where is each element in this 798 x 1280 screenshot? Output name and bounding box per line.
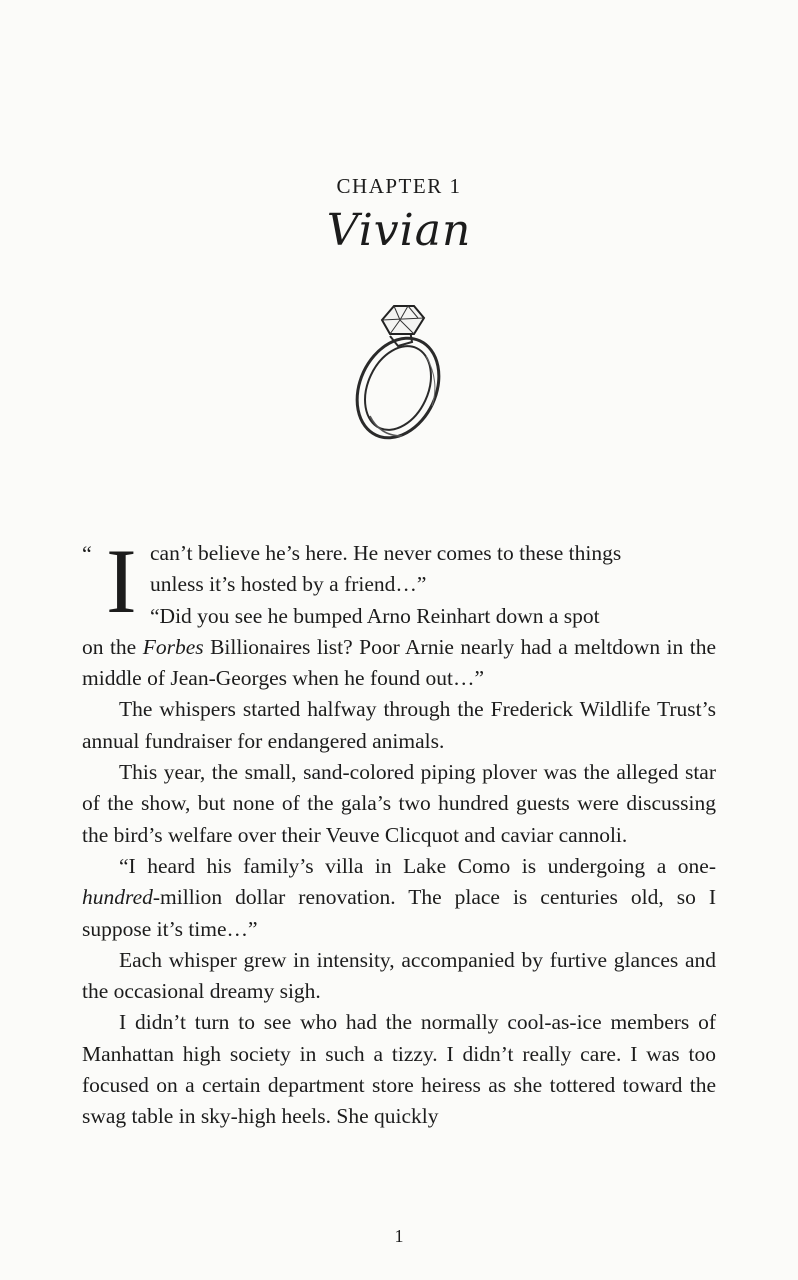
opening-line-1: can’t believe he’s here. He never comes to these things xyxy=(150,541,622,565)
chapter-body xyxy=(82,530,716,1133)
drop-cap: I xyxy=(106,530,137,632)
paragraph: The whispers started halfway through the Frederick Wildlife Trust’s annual fundraiser for endangered animals. xyxy=(82,697,716,753)
opening-line-3: “Did you see he bumped Arno Reinhart down a spot xyxy=(150,603,600,628)
italic-forbes: Forbes xyxy=(142,634,204,659)
diamond-ring-icon xyxy=(340,296,460,446)
opening-paragraph xyxy=(82,530,716,694)
paragraph: Each whisper grew in intensity, accompanied by furtive glances and the occasional dreamy sigh. xyxy=(82,947,716,1004)
opening-quote-mark: “ xyxy=(82,541,92,566)
chapter-label: CHAPTER 1 xyxy=(336,174,462,198)
page-number: 1 xyxy=(394,1226,404,1246)
paragraph: I didn’t turn to see who had the normally cool-as-ice members of Manhattan high society in such a tizzy. I didn’t really care. I was too focused on a certain department store heiress as she tottered toward the swag table in sky-high heels. She quickly xyxy=(82,1010,716,1129)
paragraph: “I heard his family’s villa in Lake Como is undergoing a one-hundred-million dollar renovation. The place is centuries old, so I suppose it’s time…” xyxy=(82,853,716,941)
opening-line-2: unless it’s hosted by a friend…” xyxy=(150,572,427,597)
italic-hundred: hundred xyxy=(82,885,153,910)
opening-line-4: on the Forbes Billionaires list? Poor Arnie nearly had a meltdown in the middle of Jean-Georges when he found out…” xyxy=(82,634,716,691)
chapter-title: Vivian xyxy=(326,205,472,256)
paragraph: This year, the small, sand-colored piping plover was the alleged star of the show, but none of the gala’s two hundred guests were discussing the bird’s welfare over their Veuve Clicquot and caviar cannoli. xyxy=(82,760,716,847)
